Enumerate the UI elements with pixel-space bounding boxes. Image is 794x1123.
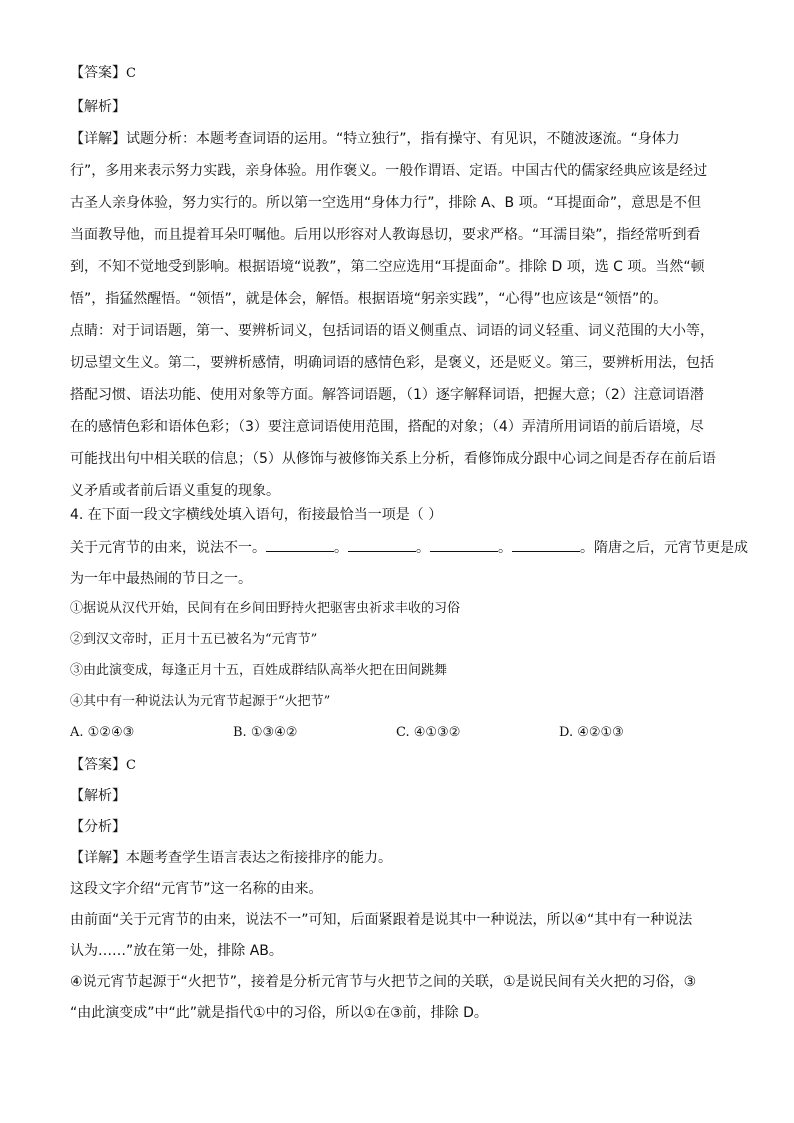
q3-answer [70,63,136,84]
q3-detail-line: 切忌望文生义。第二，要辨析感情，明确词语的感情色彩，是褒义，还是贬义。第三，要辨析用法，包括 [70,355,714,371]
q3-detail-line: 义矛盾或者前后语义重复的现象。 [70,483,280,499]
q4-item: ④其中有一种说法认为元宵节起源于“火把节” [70,694,331,709]
q4-detail-line: ④说元宵节起源于“火把节”，接着是分析元宵节与火把节之间的关联，①是说民间有关火把的习俗，③ [70,974,697,990]
q4-detail-line: 由前面“关于元宵节的由来，说法不一”可知，后面紧跟着是说其中一种说法，所以④“其中有一种说法 [70,912,693,928]
blank-separator: 。 [334,540,348,556]
q4-item: ①据说从汉代开始，民间有在乡间田野持火把驱害虫祈求丰收的习俗 [70,601,461,616]
q3-analysis-label: 【解析】 [70,99,126,115]
q4-analysis-sub: 【分析】 [70,819,126,835]
q3-detail-line: 古圣人亲身体验，努力实行的。所以第一空选用“身体力行”，排除 A、B 项。“耳提面命”，意思是不但 [70,195,702,211]
answer-value: C [126,66,136,81]
q4-detail-line: 认为……”放在第一处，排除 AB。 [70,943,283,959]
q4-answer [70,755,136,776]
blank-separator: 。 [416,540,430,556]
q3-detail-line: 到，不知不觉地受到影响。根据语境“说教”，第二空应选用“耳提面命”。排除 D 项，选 C 项。当然“顿 [70,259,705,275]
q4-option-c: C. ④①③② [396,725,461,740]
passage-end: 。隋唐之后，元宵节更是成 [580,540,748,556]
q4-item: ③由此演变成，每逢正月十五，百姓成群结队高举火把在田间跳舞 [70,663,448,678]
q3-detail-line: 行”，多用来表示努力实践，亲身体验。用作褒义。一般作谓语、定语。中国古代的儒家经典应该是经过 [70,163,708,179]
q4-detail-line: 【详解】本题考查学生语言表达之衔接排序的能力。 [70,850,392,866]
q4-option-d: D. ④②①③ [559,725,624,740]
q4-analysis-label: 【解析】 [70,788,126,804]
q3-detail-line: 【详解】试题分析：本题考查词语的运用。“特立独行”，指有操守、有见识，不随波逐流。“身体力 [70,131,680,147]
q4-stem: 4. 在下面一段文字横线处填入语句，衔接最恰当一项是（ ） [70,507,443,523]
q4-passage-line [70,537,748,558]
passage-start: 关于元宵节的由来，说法不一。 [70,540,266,556]
q4-item: ②到汉文帝时，正月十五已被名为“元宵节” [70,632,318,647]
q4-detail-line: 这段文字介绍“元宵节”这一名称的由来。 [70,881,323,897]
q3-detail-line: 可能找出句中相关联的信息；（5）从修饰与被修饰关系上分析，看修饰成分跟中心词之间是否存在前后语 [70,451,716,467]
answer-label: 【答案】 [70,65,126,81]
q4-detail-line: “由此演变成”中“此”就是指代①中的习俗，所以①在③前，排除 D。 [70,1005,488,1021]
q3-detail-line: 搭配习惯、语法功能、使用对象等方面。解答词语题，（1）逐字解释词语，把握大意；（2）注意词语潜 [70,387,704,403]
q3-detail-line: 点睛：对于词语题，第一、要辨析词义，包括词语的语义侧重点、词语的词义轻重、词义范围的大小等， [70,323,714,339]
q3-detail-line: 在的感情色彩和语体色彩；（3）要注意词语使用范围，搭配的对象；（4）弄清所用词语的前后语境，尽 [70,419,704,435]
q3-detail-line: 悟”，指猛然醒悟。“领悟”，就是体会，解悟。根据语境“躬亲实践”，“心得”也应该是“领悟”的。 [70,291,668,307]
answer-value: C [126,758,136,773]
fill-blank [430,537,498,552]
answer-label: 【答案】 [70,757,126,773]
q3-detail-line: 当面教导他，而且提着耳朵叮嘱他。后用以形容对人教诲恳切，要求严格。“耳濡目染”，指经常听到看 [70,227,701,243]
q4-passage-line2: 为一年中最热闹的节日之一。 [70,571,252,587]
fill-blank [348,537,416,552]
fill-blank [266,537,334,552]
fill-blank [512,537,580,552]
q4-option-a: A. ①②④③ [70,725,135,740]
q4-option-b: B. ①③④② [233,725,298,740]
blank-separator: 。 [498,540,512,556]
